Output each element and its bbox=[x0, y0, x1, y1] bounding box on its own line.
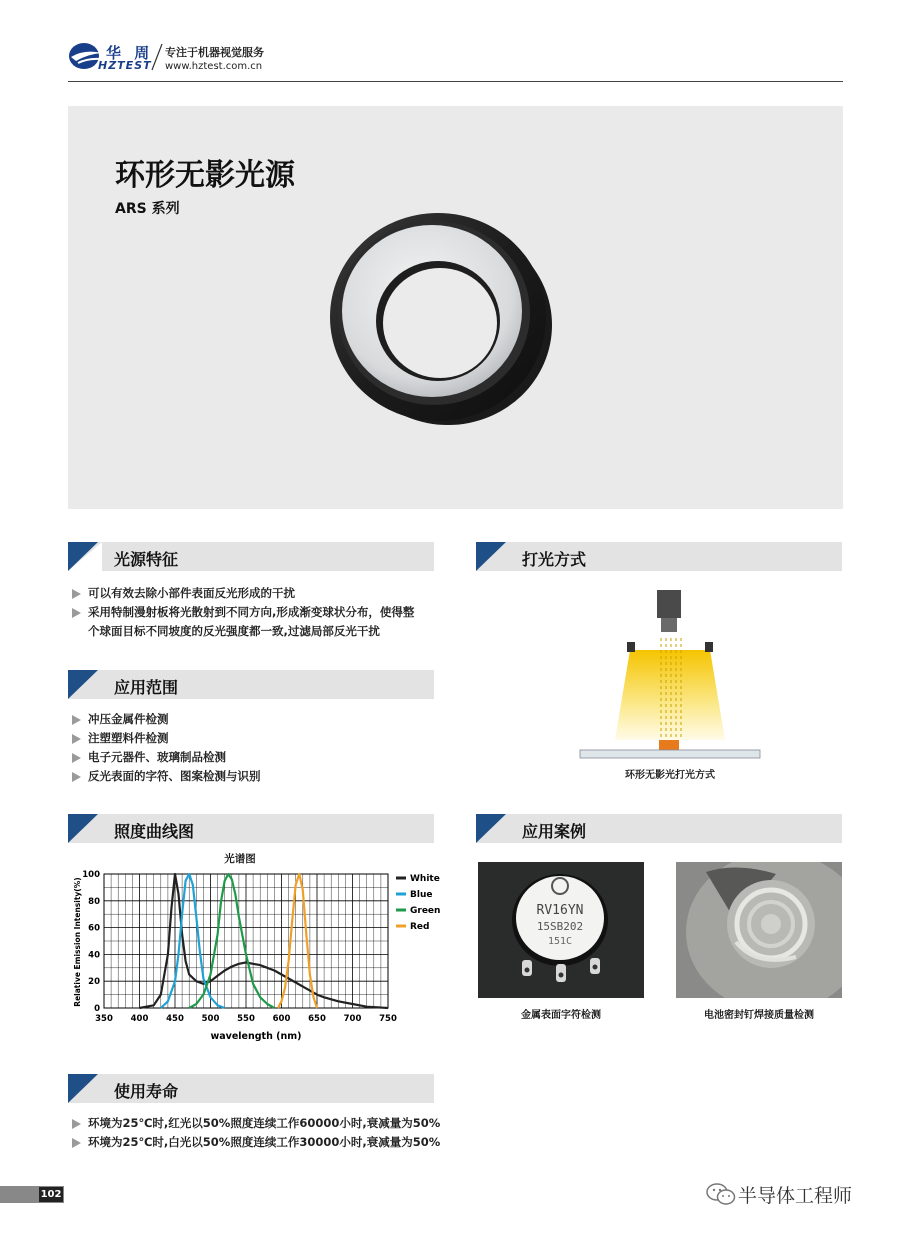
section-marker-icon bbox=[68, 670, 102, 699]
section-title: 应用案例 bbox=[522, 822, 587, 841]
list-item: 反光表面的字符、图案检测与识别 bbox=[70, 767, 450, 786]
section-header-lighting bbox=[476, 542, 842, 571]
photo-text: 15SB202 bbox=[536, 920, 584, 933]
brand-name-en: HZTEST bbox=[98, 59, 152, 72]
list-item: 可以有效去除小部件表面反光形成的干扰 bbox=[70, 584, 450, 603]
x-tick-label: 550 bbox=[237, 1014, 255, 1024]
photo-text: 151C bbox=[547, 936, 573, 947]
case-caption: 金属表面字符检测 bbox=[521, 1010, 601, 1021]
section-title: 应用范围 bbox=[114, 678, 179, 697]
chart-legend bbox=[396, 874, 440, 932]
section-title: 光源特征 bbox=[114, 550, 179, 569]
x-tick-label: 450 bbox=[166, 1014, 184, 1024]
section-title: 使用寿命 bbox=[114, 1082, 179, 1101]
bullet-arrow-icon bbox=[72, 608, 81, 618]
wechat-icon bbox=[706, 1182, 736, 1206]
x-tick-label: 650 bbox=[308, 1014, 326, 1024]
bullet-arrow-icon bbox=[72, 734, 81, 744]
y-tick-label: 100 bbox=[82, 870, 100, 880]
section-header-lifetime bbox=[68, 1074, 434, 1103]
list-item-continuation: 个球面目标不同坡度的反光强度都一致,过滤局部反光干扰 bbox=[88, 624, 380, 638]
legend-label: Red bbox=[410, 922, 430, 932]
lifetime-list bbox=[70, 1114, 470, 1152]
chart-grid bbox=[104, 874, 388, 1008]
legend-label: Green bbox=[410, 906, 441, 916]
bullet-arrow-icon bbox=[72, 589, 81, 599]
brand-name-cn: 华 周 bbox=[106, 44, 154, 62]
bullet-arrow-icon bbox=[72, 753, 81, 763]
chart-ticks bbox=[82, 870, 397, 1024]
section-header-curve bbox=[68, 814, 434, 843]
ring-light-product-image bbox=[320, 205, 560, 430]
bullet-arrow-icon bbox=[72, 715, 81, 725]
lighting-method-diagram bbox=[575, 580, 765, 765]
wechat-account-name: 半导体工程师 bbox=[738, 1185, 853, 1207]
company-website: www.hztest.com.cn bbox=[165, 61, 263, 72]
section-marker-icon bbox=[68, 814, 102, 843]
x-tick-label: 750 bbox=[379, 1014, 397, 1024]
y-tick-label: 0 bbox=[94, 1004, 100, 1014]
section-marker-icon bbox=[68, 542, 102, 571]
list-item: 冲压金属件检测 bbox=[70, 710, 450, 729]
bullet-arrow-icon bbox=[72, 772, 81, 782]
case-photo-metal-characters bbox=[478, 862, 644, 998]
page-number: 102 bbox=[40, 1189, 62, 1200]
section-marker-icon bbox=[68, 1074, 102, 1103]
case-caption: 电池密封钉焊接质量检测 bbox=[704, 1010, 814, 1021]
spectrum-chart bbox=[68, 862, 448, 1047]
list-item: 注塑塑料件检测 bbox=[70, 729, 450, 748]
features-list bbox=[70, 584, 450, 641]
x-axis-label: wavelength (nm) bbox=[210, 1031, 302, 1042]
case-photo-battery-weld bbox=[676, 862, 842, 998]
chart-title: 光谱图 bbox=[224, 853, 256, 865]
bullet-arrow-icon bbox=[72, 1119, 81, 1129]
section-header-applications bbox=[68, 670, 434, 699]
list-item: 电子元器件、玻璃制品检测 bbox=[70, 748, 450, 767]
x-tick-label: 600 bbox=[272, 1014, 291, 1024]
applications-list bbox=[70, 710, 450, 786]
company-slogan: 专注于机器视觉服务 bbox=[165, 46, 264, 59]
section-header-cases bbox=[476, 814, 842, 843]
y-tick-label: 80 bbox=[88, 896, 100, 907]
photo-text: RV16YN bbox=[536, 903, 584, 918]
section-marker-icon bbox=[476, 542, 510, 571]
header-divider bbox=[68, 81, 843, 82]
y-axis-label: Relative Emission Intensity(%) bbox=[73, 877, 82, 1007]
y-tick-label: 40 bbox=[88, 950, 100, 961]
legend-label: White bbox=[410, 874, 440, 884]
y-tick-label: 20 bbox=[88, 977, 100, 988]
bullet-arrow-icon bbox=[72, 1138, 81, 1148]
section-header-features bbox=[68, 542, 434, 571]
section-title: 打光方式 bbox=[522, 550, 587, 569]
x-tick-label: 700 bbox=[343, 1014, 362, 1024]
section-marker-icon bbox=[476, 814, 510, 843]
lighting-diagram-caption: 环形无影光打光方式 bbox=[625, 770, 715, 781]
list-item: 环境为25℃时,红光以50%照度连续工作60000小时,衰减量为50% bbox=[70, 1114, 470, 1133]
x-tick-label: 350 bbox=[95, 1014, 113, 1024]
section-title: 照度曲线图 bbox=[114, 822, 195, 841]
product-title: 环形无影光源 bbox=[115, 158, 295, 193]
x-tick-label: 400 bbox=[130, 1014, 149, 1024]
legend-label: Blue bbox=[410, 890, 433, 900]
product-series: ARS 系列 bbox=[115, 201, 180, 217]
list-item: 环境为25℃时,白光以50%照度连续工作30000小时,衰减量为50% bbox=[70, 1133, 470, 1152]
y-tick-label: 60 bbox=[88, 923, 100, 934]
header-slash-divider bbox=[150, 42, 164, 72]
list-item: 采用特制漫射板将光散射到不同方向,形成渐变球状分布，使得整 bbox=[70, 603, 450, 622]
x-tick-label: 500 bbox=[201, 1014, 220, 1024]
